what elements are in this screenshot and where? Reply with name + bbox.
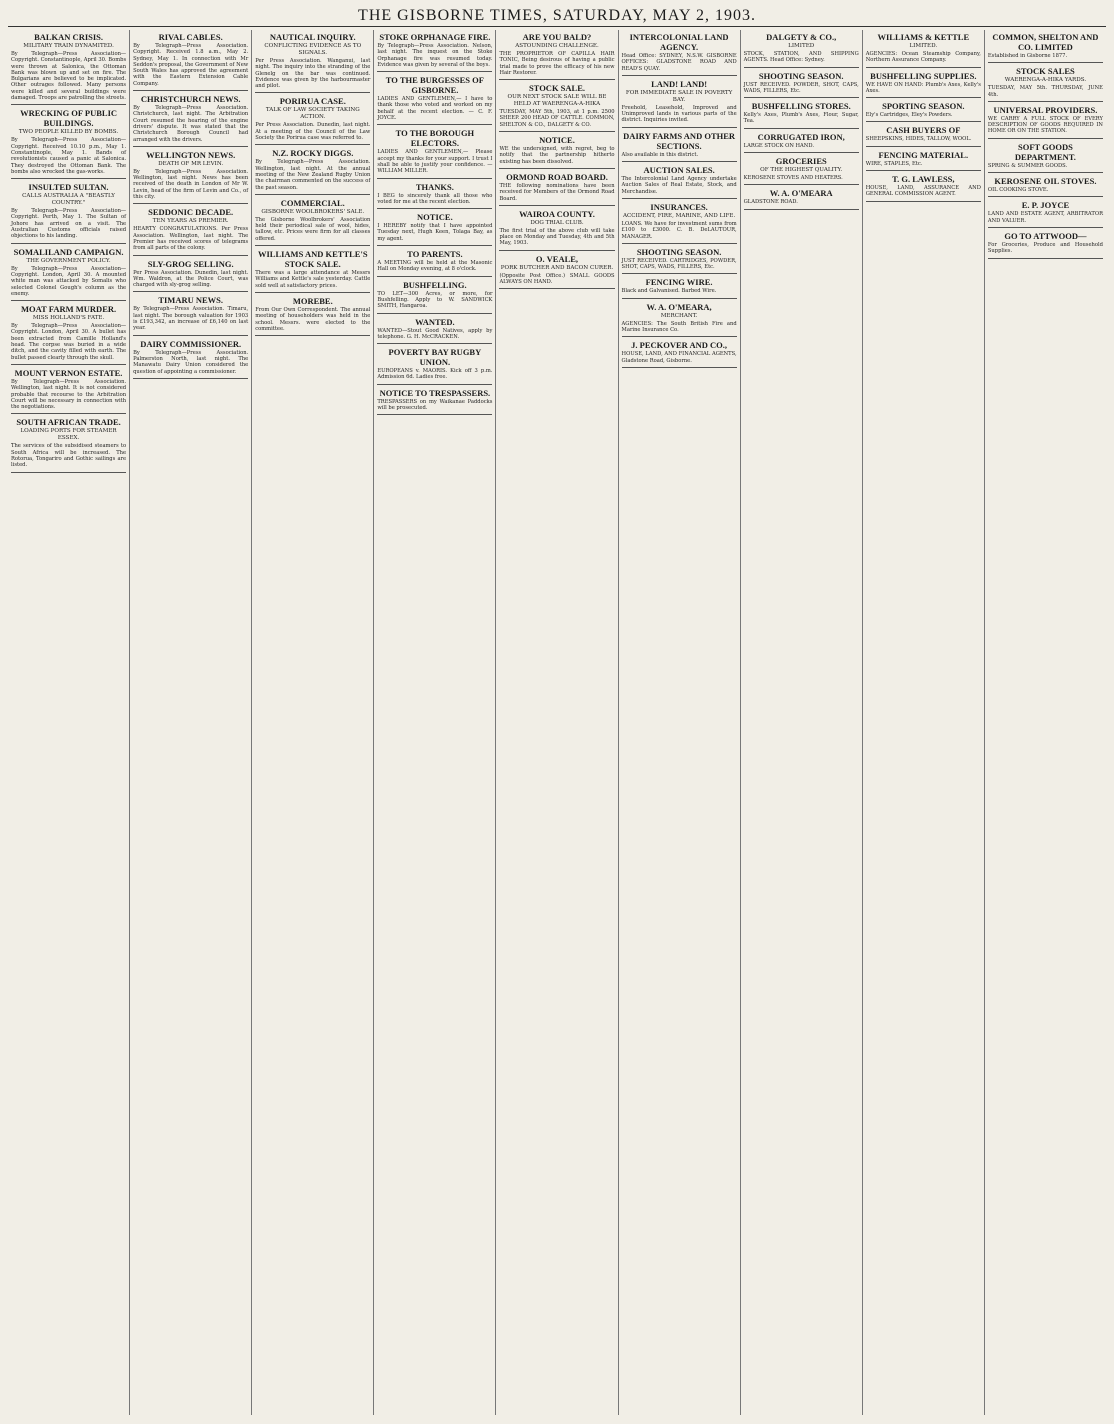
article	[988, 66, 1103, 102]
article	[499, 209, 614, 251]
article-headline: ARE YOU BALD?	[522, 32, 592, 42]
divider	[866, 67, 981, 68]
divider	[622, 367, 737, 368]
article-subhead: TEN YEARS AS PREMIER.	[152, 218, 229, 225]
divider	[499, 205, 614, 206]
article-headline: E. P. JOYCE	[1021, 200, 1070, 211]
article-subhead: GISBORNE WOOLBROKERS' SALE.	[261, 208, 365, 215]
article	[11, 247, 126, 301]
article-body: AGENCIES: Ocean Steamship Company, Northern Assurance Company.	[865, 51, 981, 64]
divider	[866, 97, 981, 98]
article	[255, 249, 370, 293]
article-body: A MEETING will be held at the Masonic Hall on Monday evening, at 8 o'clock.	[377, 260, 493, 273]
divider	[11, 243, 126, 244]
article-headline: INSULTED SULTAN.	[28, 182, 109, 193]
article-body: Kelly's Axes, Plumb's Axes, Flour, Sugar, Tea.	[743, 112, 859, 125]
article-headline: PORIRUA CASE.	[279, 96, 346, 107]
divider	[133, 335, 248, 336]
article-headline: SOFT GOODS DEPARTMENT.	[1014, 141, 1076, 162]
article	[255, 296, 370, 336]
article-headline: BALKAN CRISIS.	[34, 32, 104, 42]
article-body: Black and Galvanised. Barbed Wire.	[621, 288, 717, 295]
article-headline: DAIRY COMMISSIONER.	[140, 338, 242, 349]
article-headline: UNIVERSAL PROVIDERS.	[993, 104, 1098, 115]
divider	[377, 208, 492, 209]
divider	[11, 104, 126, 105]
article	[377, 32, 492, 72]
article	[622, 131, 737, 162]
article-subhead: CONFLICTING EVIDENCE AS TO SIGNALS.	[264, 43, 362, 56]
article	[744, 188, 859, 209]
article-headline: INTERCOLONIAL LAND AGENCY.	[629, 32, 729, 52]
divider	[11, 364, 126, 365]
divider	[499, 131, 614, 132]
article	[11, 182, 126, 243]
divider	[744, 209, 859, 210]
article-headline: AUCTION SALES.	[643, 165, 715, 176]
divider	[988, 172, 1103, 173]
article-subhead: TALK OF LAW SOCIETY TAKING ACTION.	[265, 107, 360, 121]
article-headline: T. G. LAWLESS,	[892, 174, 955, 185]
column-6	[619, 30, 741, 1415]
divider	[255, 245, 370, 246]
article-body: Per Press Association. Dunedin, last night. At a meeting of the Council of the Law Society the Porirua case was referred to.	[255, 122, 371, 142]
article-body: The first trial of the above club will take place on Monday and Tuesday, 4th and 5th May, 1903.	[499, 227, 615, 247]
divider	[744, 97, 859, 98]
article	[377, 182, 492, 210]
article-subhead: DOG TRIAL CLUB.	[530, 219, 584, 226]
article-headline: BUSHFELLING SUPPLIES.	[870, 70, 977, 81]
article	[499, 254, 614, 290]
article-headline: NOTICE TO TRESPASSERS.	[379, 387, 491, 398]
article	[988, 105, 1103, 139]
article-subhead: ASTOUNDING CHALLENGE.	[515, 43, 599, 49]
article-headline: NOTICE.	[417, 212, 453, 223]
divider	[255, 194, 370, 195]
divider	[11, 413, 126, 414]
divider	[255, 292, 370, 293]
column-4	[374, 30, 496, 1415]
article-body: GLADSTONE ROAD.	[743, 199, 798, 206]
article-body: By Telegraph—Press Association. Wellington, last night. News has been received of the death in London of Mr W. Levin, head of the firm of Levin and Co., of this city.	[133, 168, 249, 201]
article-headline: STOCK SALES	[1016, 66, 1075, 77]
article-body: TUESDAY, MAY 5th. THURSDAY, JUNE 4th.	[987, 85, 1103, 98]
divider	[499, 288, 614, 289]
divider	[377, 414, 492, 415]
article	[133, 94, 248, 147]
article-headline: NOTICE.	[539, 135, 575, 146]
article-headline: WANTED.	[415, 316, 455, 327]
divider	[133, 378, 248, 379]
article	[377, 388, 492, 416]
article-subhead: WAERENGA-A-HIKA YARDS.	[1004, 77, 1087, 84]
article-body: WE HAVE ON HAND: Plumb's Axes, Kelly's Axes.	[865, 81, 981, 94]
divider	[622, 198, 737, 199]
article-subhead: THE GOVERNMENT POLICY.	[26, 257, 111, 264]
article-headline: WILLIAMS AND KETTLE'S STOCK SALE.	[257, 249, 368, 270]
article-body: There was a large attendance at Messrs Williams and Kettle's sale yesterday. Cattle sold well at satisfactory prices.	[255, 270, 371, 289]
article-body: By Telegraph—Press Association. Copyright. Received 1.8 a.m., May 2. Sydney, May 1. In connection with Mr Seddon's proposal, the Government of New South Wales has approved the agreement with the Eastern Extension Cable Company.	[133, 43, 249, 87]
article-headline: COMMON, SHELTON AND CO. LIMITED	[992, 32, 1099, 52]
article	[988, 200, 1103, 228]
column-9	[985, 30, 1106, 1415]
divider	[622, 243, 737, 244]
article-body: By Telegraph—Press Association. Nelson, last night. The inquest on the Stoke Orphanage fire was resumed today. Evidence was given by several of the boys.	[377, 43, 493, 68]
article-headline: TO THE BURGESSES OF GISBORNE.	[385, 75, 484, 96]
divider	[255, 92, 370, 93]
article	[133, 339, 248, 379]
article	[377, 347, 492, 385]
divider	[622, 75, 737, 76]
article-body: WIRE, STAPLES, Etc.	[865, 160, 923, 167]
article-headline: MOAT FARM MURDER.	[20, 304, 117, 315]
article-body: HOUSE, LAND, AND FINANCIAL AGENTS, Gladstone Road, Gisborne.	[621, 351, 737, 364]
article-headline: GROCERIES	[775, 156, 827, 167]
article-headline: O. VEALE,	[535, 253, 579, 264]
article	[622, 79, 737, 128]
article-headline: SPORTING SEASON.	[882, 101, 965, 112]
article-body: The services of the subsidised steamers to South Africa will be increased. The Rotorua, Tongariro and Gothic sailings are listed.	[11, 443, 127, 469]
divider	[988, 196, 1103, 197]
article-subhead: LIMITED	[788, 43, 815, 49]
article	[377, 249, 492, 277]
divider	[744, 128, 859, 129]
divider	[499, 79, 614, 80]
article-subhead: LIMITED.	[909, 43, 938, 49]
article-body: (Opposite Post Office.) SMALL GOODS ALWAYS ON HAND.	[499, 272, 615, 286]
article-headline: SHOOTING SEASON.	[636, 246, 722, 257]
article-body: By Telegraph—Press Association—Copyright. London, April 30. A mounted white man was attacked by Somalis who selected Colonel Gough's column as the enemy.	[11, 265, 127, 297]
article	[988, 142, 1103, 173]
article-body: Per Press Association. Wanganui, last night. The inquiry into the stranding of the Glenelg on the bar was continued. Evidence was given by the harbourmaster and pilot.	[255, 58, 371, 90]
article	[11, 108, 126, 179]
article	[133, 150, 248, 204]
column-2	[130, 30, 252, 1415]
article-headline: WAIROA COUNTY.	[519, 208, 595, 219]
article-subhead: MERCHANT.	[660, 312, 698, 319]
article-headline: KEROSENE OIL STOVES.	[994, 176, 1097, 187]
article-subhead: MISS HOLLAND'S FATE.	[32, 315, 105, 322]
article-headline: CASH BUYERS OF	[886, 125, 961, 136]
article-headline: MOREBE.	[292, 295, 333, 306]
article-headline: RIVAL CABLES.	[158, 32, 223, 42]
article	[866, 101, 981, 122]
article	[622, 165, 737, 199]
article-body: LADIES AND GENTLEMEN,— I have to thank those who voted and worked on my behalf at the recent election. — C. F. JOYCE.	[377, 96, 493, 122]
masthead: THE GISBORNE TIMES, SATURDAY, MAY 2, 1903.	[8, 6, 1106, 27]
article-body: Head Office: SYDNEY, N.S.W. GISBORNE OFFICES: GLADSTONE ROAD AND READ'S QUAY.	[621, 53, 737, 72]
divider	[499, 168, 614, 169]
article	[866, 71, 981, 99]
divider	[377, 245, 492, 246]
divider	[866, 121, 981, 122]
article-headline: ORMOND ROAD BOARD.	[506, 171, 608, 182]
article-subhead: LOADING PORTS FOR STEAMER ESSEX.	[20, 428, 117, 442]
article-subhead: CALLS AUSTRALIA A "BEASTLY COUNTRY."	[22, 193, 115, 207]
article-body: By Telegraph—Press Association—Copyright. London, April 30. A bullet has been extracted from Camille Holland's head. The corpse was buried in a wide ditch, and the cavity filled with earth. The bullet passed clearly through the skull.	[11, 323, 127, 361]
article	[133, 207, 248, 255]
divider	[744, 152, 859, 153]
article-headline: WILLIAMS & KETTLE	[877, 32, 970, 42]
article-headline: SEDDONIC DECADE.	[148, 207, 234, 218]
divider	[377, 124, 492, 125]
divider	[988, 62, 1103, 63]
divider	[622, 273, 737, 274]
column-3	[252, 30, 374, 1415]
article-body: WE the undersigned, with regret, beg to notify that the partnership hitherto existing has been dissolved.	[499, 146, 615, 165]
article-headline: SLY-GROG SELLING.	[147, 258, 234, 269]
article-body: EUROPEANS v. MAORIS. Kick off 3 p.m. Admission 6d. Ladies free.	[377, 368, 493, 381]
divider	[11, 300, 126, 301]
article-headline: LAND! LAND!	[651, 78, 708, 89]
article	[866, 174, 981, 202]
article	[622, 277, 737, 298]
article	[11, 368, 126, 414]
article-body: OIL COOKING STOVE.	[987, 187, 1049, 194]
article-body: TO LET—300 Acres, or more, for Bushfelling. Apply to W. SANDWICK SMITH, Hangaroa.	[377, 290, 493, 310]
column-5	[496, 30, 618, 1415]
article-body: By Telegraph—Press Association. Timaru, last night. The borough valuation for 1903 is £193,342, an increase of £6,140 on last year.	[133, 306, 249, 332]
article	[11, 32, 126, 105]
article-subhead: MILITARY TRAIN DYNAMITED.	[23, 43, 114, 49]
article-body: Also available in this district.	[621, 151, 699, 158]
article-headline: TO THE BOROUGH ELECTORS.	[395, 128, 475, 149]
article-headline: SHOOTING SEASON.	[758, 70, 844, 81]
article-headline: NAUTICAL INQUIRY.	[269, 32, 356, 42]
article	[133, 295, 248, 335]
article	[622, 247, 737, 275]
divider	[988, 258, 1103, 259]
article-body: LARGE STOCK ON HAND.	[743, 142, 814, 149]
article-subhead: DEATH OF MR LEVIN.	[158, 160, 224, 167]
article-body: STOCK, STATION, AND SHIPPING AGENTS. Head Office: Sydney.	[743, 51, 859, 64]
divider	[988, 138, 1103, 139]
divider	[622, 336, 737, 337]
article-headline: MOUNT VERNON ESTATE.	[14, 367, 123, 378]
article-body: By Telegraph—Press Association. Palmerston North, last night. The Manawatu Dairy Union considered the question of appointing a commissioner.	[133, 349, 249, 375]
article	[499, 83, 614, 132]
article-body: By Telegraph—Press Association—Copyright. Constantinople, April 30. Bombs were thrown at Salonica, the Ottoman Bank was blown up and set on fire. The Bulgarians are believed to be implicated. Other outrages followed. Many persons were killed and several buildings were damaged. Troops are patrolling the streets.	[11, 51, 127, 102]
article-body: By Telegraph—Press Association. Christchurch, last night. The Arbitration Court resumed the hearing of the engine drivers' dispute. It was stated that the Christchurch Borough Council had arranged with the drivers.	[133, 105, 249, 143]
article	[377, 317, 492, 345]
article	[11, 304, 126, 365]
article	[377, 212, 492, 246]
article	[744, 101, 859, 129]
article-body: For Groceries, Produce and Household Supplies.	[987, 241, 1103, 255]
article-headline: W. A. O'MEARA	[769, 188, 833, 199]
divider	[622, 298, 737, 299]
article	[866, 125, 981, 146]
article	[499, 32, 614, 80]
divider	[11, 178, 126, 179]
article-body: THE following nominations have been received for Members of the Ormond Road Board.	[499, 182, 615, 202]
article-headline: BUSHFELLING.	[403, 279, 467, 290]
article	[622, 302, 737, 338]
article-headline: GO TO ATTWOOD—	[1004, 230, 1087, 241]
article-headline: DAIRY FARMS AND OTHER SECTIONS.	[623, 130, 736, 151]
article-subhead: OUR NEXT STOCK SALE WILL BE HELD AT WAERENGA-A-HIKA	[507, 94, 607, 108]
article	[11, 417, 126, 472]
article	[499, 172, 614, 206]
article-body: By Telegraph—Press Association. Wellington, last night. It is not considered probable that recourse to the Arbitration Court will be necessary in connection with the negotiations.	[11, 378, 127, 411]
article-body: LADIES AND GENTLEMEN,— Please accept my thanks for your support. I trust I shall be able to justify your confidence. — WILLIAM MILLER.	[377, 149, 493, 175]
article-headline: COMMERCIAL.	[280, 197, 345, 208]
article-headline: CHRISTCHURCH NEWS.	[140, 94, 241, 105]
article	[255, 198, 370, 246]
article-subhead: ACCIDENT, FIRE, MARINE, AND LIFE.	[622, 212, 736, 219]
article-headline: DALGETY & CO.,	[766, 32, 837, 42]
divider	[377, 343, 492, 344]
article-body: WE CARRY A FULL STOCK OF EVERY DESCRIPTION OF GOODS REQUIRED IN HOME OR ON THE STATION.	[987, 115, 1103, 135]
article	[744, 71, 859, 99]
article-headline: STOKE ORPHANAGE FIRE.	[379, 32, 491, 42]
divider	[133, 255, 248, 256]
article-headline: WRECKING OF PUBLIC BUILDINGS.	[20, 108, 118, 129]
article	[866, 32, 981, 68]
divider	[499, 250, 614, 251]
article-body: JUST RECEIVED. CARTRIDGES, POWDER, SHOT, CAPS, WADS, FILLERS, Etc.	[621, 257, 737, 271]
article	[622, 32, 737, 76]
article-headline: SOMALILAND CAMPAIGN.	[13, 246, 124, 257]
article-body: SHEEPSKINS, HIDES, TALLOW, WOOL.	[865, 136, 972, 143]
article-body: WANTED—Stout Good Natives, apply by telephone. G. H. McCRACKEN.	[377, 327, 493, 340]
article	[499, 135, 614, 169]
article-body: AGENCIES: The South British Fire and Marine Insurance Co.	[621, 320, 737, 334]
article-body: The Gisborne Woolbrokers' Association held their periodical sale of wool, hides, tallow, etc. Prices were firm for all classes offered.	[255, 216, 371, 242]
article	[133, 259, 248, 293]
article-headline: THANKS.	[415, 181, 454, 192]
divider	[133, 90, 248, 91]
article-body: By Telegraph—Press Association—Copyright. Perth, May 1. The Sultan of Johore has arrived on a visit. The Australian Customs officials raised objections to his landing.	[11, 208, 127, 240]
article-headline: J. PECKOVER AND CO.,	[631, 340, 728, 351]
article	[744, 32, 859, 68]
divider	[11, 472, 126, 473]
article	[255, 148, 370, 194]
divider	[744, 184, 859, 185]
article-body: Per Press Association. Dunedin, last night. Wm. Waldron, at the Police Court, was charged with sly-grog selling.	[133, 269, 249, 289]
column-8	[863, 30, 985, 1415]
article	[377, 128, 492, 178]
divider	[866, 201, 981, 202]
article-body: HEARTY CONGRATULATIONS. Per Press Association. Wellington, last night. The Premier has received scores of telegrams from all parts of the colony.	[133, 226, 249, 252]
article-headline: BUSHFELLING STORES.	[751, 101, 851, 112]
article	[744, 156, 859, 185]
divider	[377, 71, 492, 72]
article	[744, 132, 859, 153]
article-headline: N.Z. ROCKY DIGGS.	[272, 148, 354, 159]
article-subhead: FOR IMMEDIATE SALE IN POVERTY BAY.	[625, 89, 733, 103]
article-body: Ely's Cartridges, Eley's Powders.	[865, 112, 953, 119]
article-body: By Telegraph—Press Association. Wellington, last night. At the annual meeting of the New Zealand Rugby Union the chairman commented on the success of the past season.	[255, 159, 371, 191]
article-headline: WELLINGTON NEWS.	[146, 149, 236, 160]
article-headline: TIMARU NEWS.	[158, 295, 224, 306]
article	[133, 32, 248, 91]
article	[866, 150, 981, 171]
divider	[377, 178, 492, 179]
divider	[377, 313, 492, 314]
column-7	[741, 30, 863, 1415]
article-body: TRESPASSERS on my Waikanae Paddocks will be prosecuted.	[377, 398, 493, 412]
divider	[255, 335, 370, 336]
article-body: KEROSENE STOVES AND HEATERS.	[743, 175, 843, 182]
article-subhead: PORK BUTCHER AND BACON CURER.	[500, 264, 614, 271]
article-body: Established in Gisborne 1877.	[987, 53, 1068, 59]
article	[988, 231, 1103, 259]
article-subhead: TWO PEOPLE KILLED BY BOMBS.	[18, 129, 119, 136]
article-body: The Intercolonial Land Agency undertake Auction Sales of Real Estate, Stock, and Merchandise.	[621, 176, 737, 195]
divider	[133, 146, 248, 147]
column-1	[8, 30, 130, 1415]
article-body: By Telegraph—Press Association—Copyright. Received 10.10 p.m., May 1. Constantinople, May 1. Bands of revolutionists caused a panic at Salonica. They destroyed the Ottoman Bank. The bombs also wrecked the gas-works.	[11, 137, 127, 175]
article-body: I BEG to sincerely thank all those who voted for me at the recent election.	[377, 192, 493, 205]
article	[988, 176, 1103, 197]
article	[377, 280, 492, 314]
article-headline: POVERTY BAY RUGBY UNION.	[388, 347, 482, 368]
article-headline: W. A. O'MEARA,	[646, 301, 712, 312]
article-body: I HEREBY notify that I have appointed Tuesday next, Hugh Keen, Tolaga Bay, as my agent.	[377, 223, 493, 242]
article-body: TUESDAY, MAY 5th, 1903, at 1 p.m. 2500 SHEEP. 200 HEAD OF CATTLE. COMMON, SHELTON & CO., DALGETY & CO.	[499, 109, 615, 128]
article-headline: SOUTH AFRICAN TRADE.	[16, 417, 121, 428]
divider	[255, 144, 370, 145]
article	[255, 96, 370, 145]
article-body: LOANS. We have for investment sums from £100 to £3000. C. B. DeLAUTOUR, MANAGER.	[621, 220, 737, 240]
article-body: Freehold, Leasehold, Improved and Unimproved lands in various parts of the district. Inquiries invited.	[621, 104, 737, 124]
article	[988, 32, 1103, 63]
article	[255, 32, 370, 93]
divider	[622, 127, 737, 128]
divider	[377, 276, 492, 277]
article-body: From Our Own Correspondent. The annual meeting of householders was held in the school. Messrs. were elected to the committee.	[255, 306, 371, 332]
article-subhead: OF THE HIGHEST QUALITY.	[760, 167, 843, 174]
divider	[133, 291, 248, 292]
divider	[866, 146, 981, 147]
article	[622, 340, 737, 368]
columns	[8, 30, 1106, 1415]
article-headline: TO PARENTS.	[407, 249, 463, 260]
divider	[133, 203, 248, 204]
divider	[744, 67, 859, 68]
article-headline: CORRUGATED IRON,	[757, 131, 845, 142]
article-headline: FENCING WIRE.	[645, 277, 713, 288]
divider	[988, 101, 1103, 102]
divider	[377, 384, 492, 385]
article-headline: FENCING MATERIAL.	[878, 149, 969, 160]
article-body: LAND AND ESTATE AGENT, ARBITRATOR AND VALUER.	[987, 211, 1103, 224]
divider	[866, 170, 981, 171]
article-headline: INSURANCES.	[650, 201, 708, 212]
divider	[622, 161, 737, 162]
article-body: THE PROPRIETOR OF CAPILLA HAIR TONIC, Being desirous of having a public trial made to prove the efficacy of his new Hair Restorer.	[499, 51, 615, 76]
divider	[988, 227, 1103, 228]
article-body: SPRING & SUMMER GOODS.	[987, 162, 1068, 169]
article-body: JUST RECEIVED. POWDER, SHOT, CAPS, WADS, FILLERS, Etc.	[743, 81, 859, 94]
article	[622, 202, 737, 244]
article	[377, 75, 492, 125]
article-headline: STOCK SALE.	[528, 83, 586, 94]
article-body: HOUSE, LAND, ASSURANCE AND GENERAL COMMISSION AGENT.	[865, 185, 981, 198]
